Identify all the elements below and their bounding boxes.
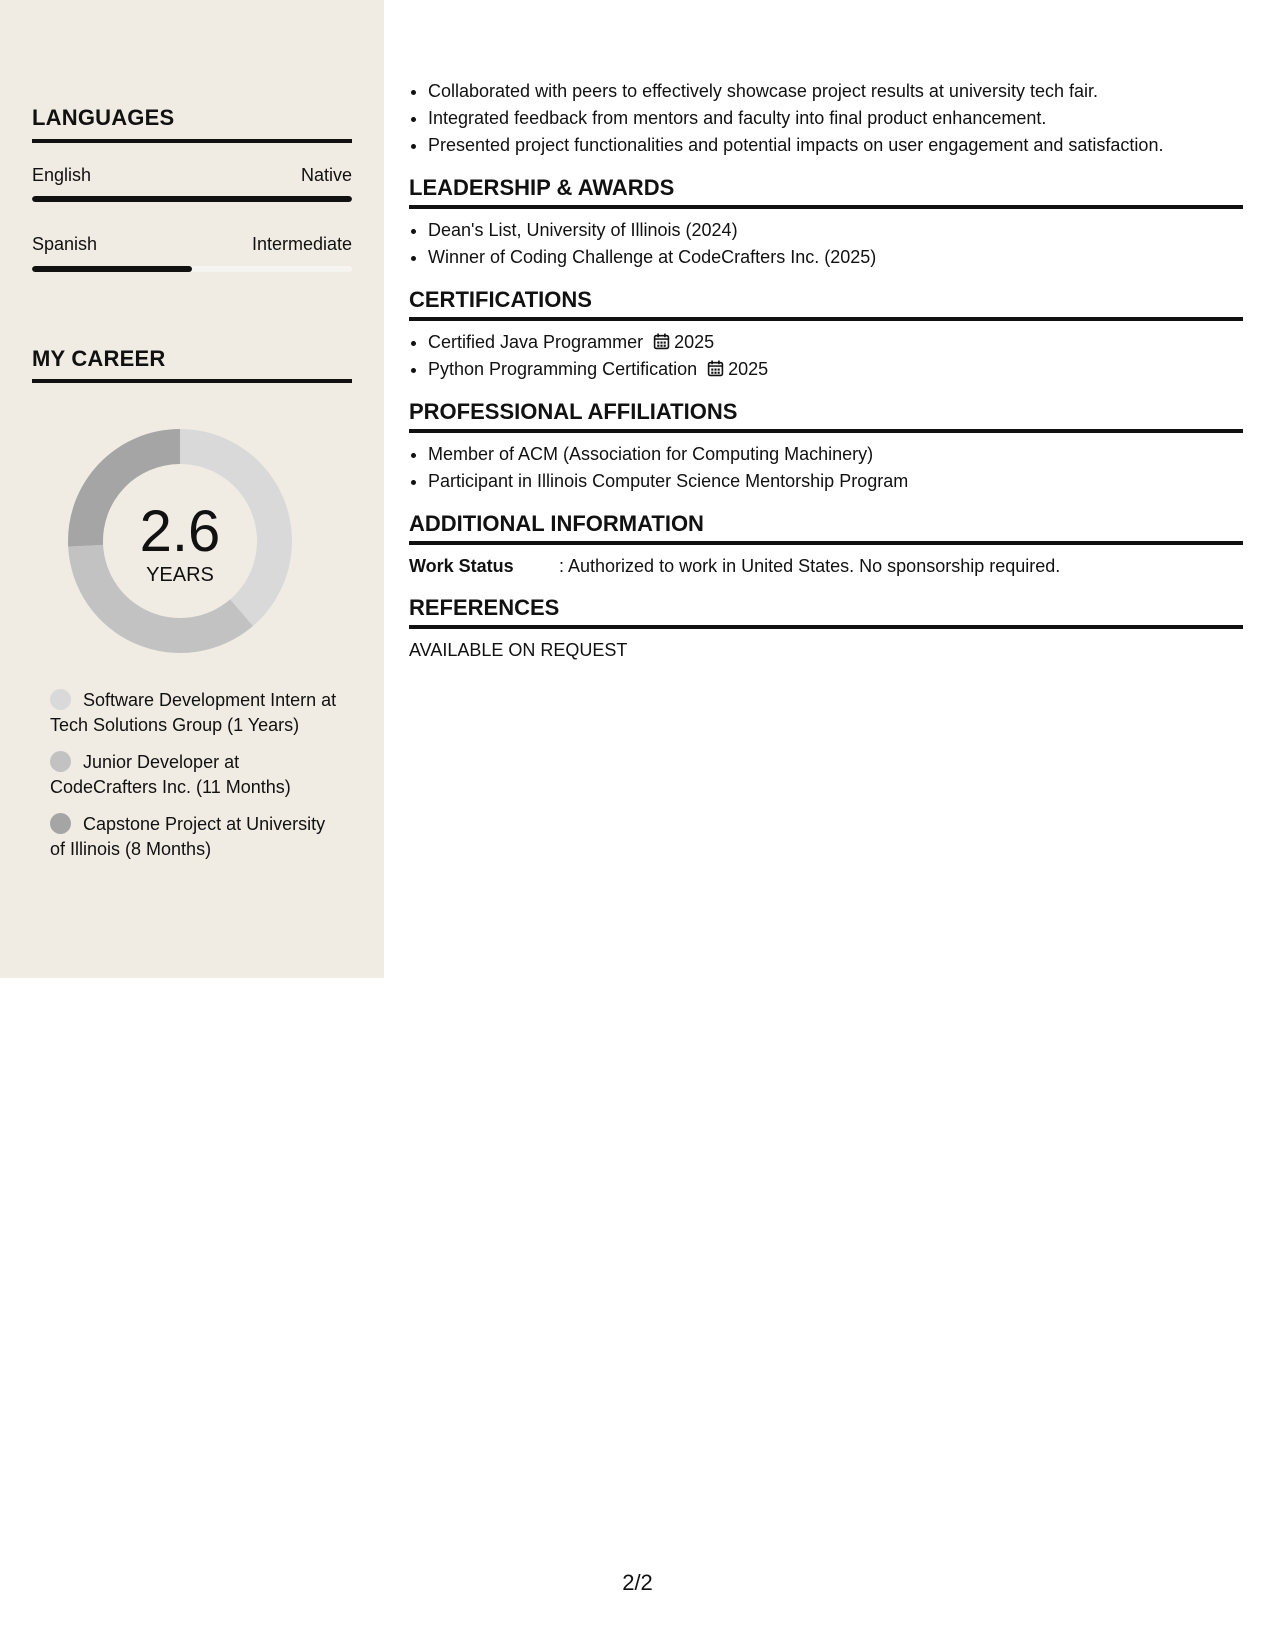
legend-dot (50, 813, 71, 834)
language-level: Native (300, 165, 352, 185)
project-bullets (409, 78, 1243, 159)
list-item (428, 356, 1243, 383)
career-title: MY CAREER (32, 346, 166, 371)
certification-name: Certified Java Programmer (428, 332, 644, 352)
affiliations-rule (409, 429, 1243, 433)
list-item (428, 329, 1243, 356)
leadership-rule (409, 205, 1243, 209)
calendar-icon (707, 360, 724, 377)
career-total-unit: YEARS (146, 564, 214, 586)
calendar-icon (653, 333, 670, 350)
work-status-value: : Authorized to work in United States. No sponsorship required. (559, 556, 1061, 576)
languages-rule (32, 139, 352, 143)
leadership-title: LEADERSHIP & AWARDS (409, 175, 675, 200)
certification-year: 2025 (728, 359, 769, 379)
legend-dot (50, 689, 71, 710)
language-bar-english (32, 196, 352, 202)
career-legend-item (50, 750, 340, 800)
career-rule (32, 379, 352, 383)
affiliations-list (409, 441, 1243, 495)
list-item: • Winner of Coding Challenge at CodeCrafters Inc. (2025) (428, 244, 1243, 271)
additional-info-title: ADDITIONAL INFORMATION (409, 511, 704, 536)
certification-year: 2025 (674, 332, 715, 352)
legend-label: Junior Developer at CodeCrafters Inc. (11 Months) (50, 752, 291, 797)
references-title: REFERENCES (409, 595, 560, 620)
legend-dot (50, 751, 71, 772)
sidebar (0, 0, 384, 978)
legend-label: Capstone Project at University of Illinois (8 Months) (50, 814, 326, 859)
career-legend-item (50, 812, 340, 862)
additional-info-rule (409, 541, 1243, 545)
language-bar-fill (32, 266, 192, 272)
list-item: • Participant in Illinois Computer Science Mentorship Program (428, 468, 1243, 495)
career-legend-item (50, 688, 340, 738)
references-text: AVAILABLE ON REQUEST (409, 640, 628, 660)
language-name: English (32, 165, 92, 185)
certifications-rule (409, 317, 1243, 321)
language-name: Spanish (32, 234, 98, 254)
main-content (409, 78, 1243, 663)
career-total-value: 2.6 (139, 499, 221, 564)
language-bar-fill (32, 196, 352, 202)
work-status-label: Work Status (409, 556, 514, 576)
list-item: • Dean's List, University of Illinois (2024) (428, 217, 1243, 244)
page-number: 2/2 (622, 1570, 653, 1595)
career-donut-chart (66, 427, 294, 655)
list-item: • Collaborated with peers to effectively showcase project results at university tech fair. (428, 78, 1243, 105)
leadership-list (409, 217, 1243, 271)
certification-name: Python Programming Certification (428, 359, 698, 379)
list-item: • Presented project functionalities and potential impacts on user engagement and satisfaction. (428, 132, 1243, 159)
affiliations-title: PROFESSIONAL AFFILIATIONS (409, 399, 738, 424)
languages-title: LANGUAGES (32, 105, 175, 130)
certifications-list (409, 329, 1243, 383)
references-rule (409, 625, 1243, 629)
career-legend (50, 688, 340, 874)
list-item: • Integrated feedback from mentors and faculty into final product enhancement. (428, 105, 1243, 132)
certifications-title: CERTIFICATIONS (409, 287, 592, 312)
language-row-spanish (32, 234, 352, 255)
list-item: • Member of ACM (Association for Computing Machinery) (428, 441, 1243, 468)
language-bar-spanish (32, 266, 352, 272)
language-row-english (32, 165, 352, 186)
language-level: Intermediate (251, 234, 352, 254)
work-status-row (409, 553, 1243, 579)
legend-label: Software Development Intern at Tech Solutions Group (1 Years) (50, 690, 337, 735)
